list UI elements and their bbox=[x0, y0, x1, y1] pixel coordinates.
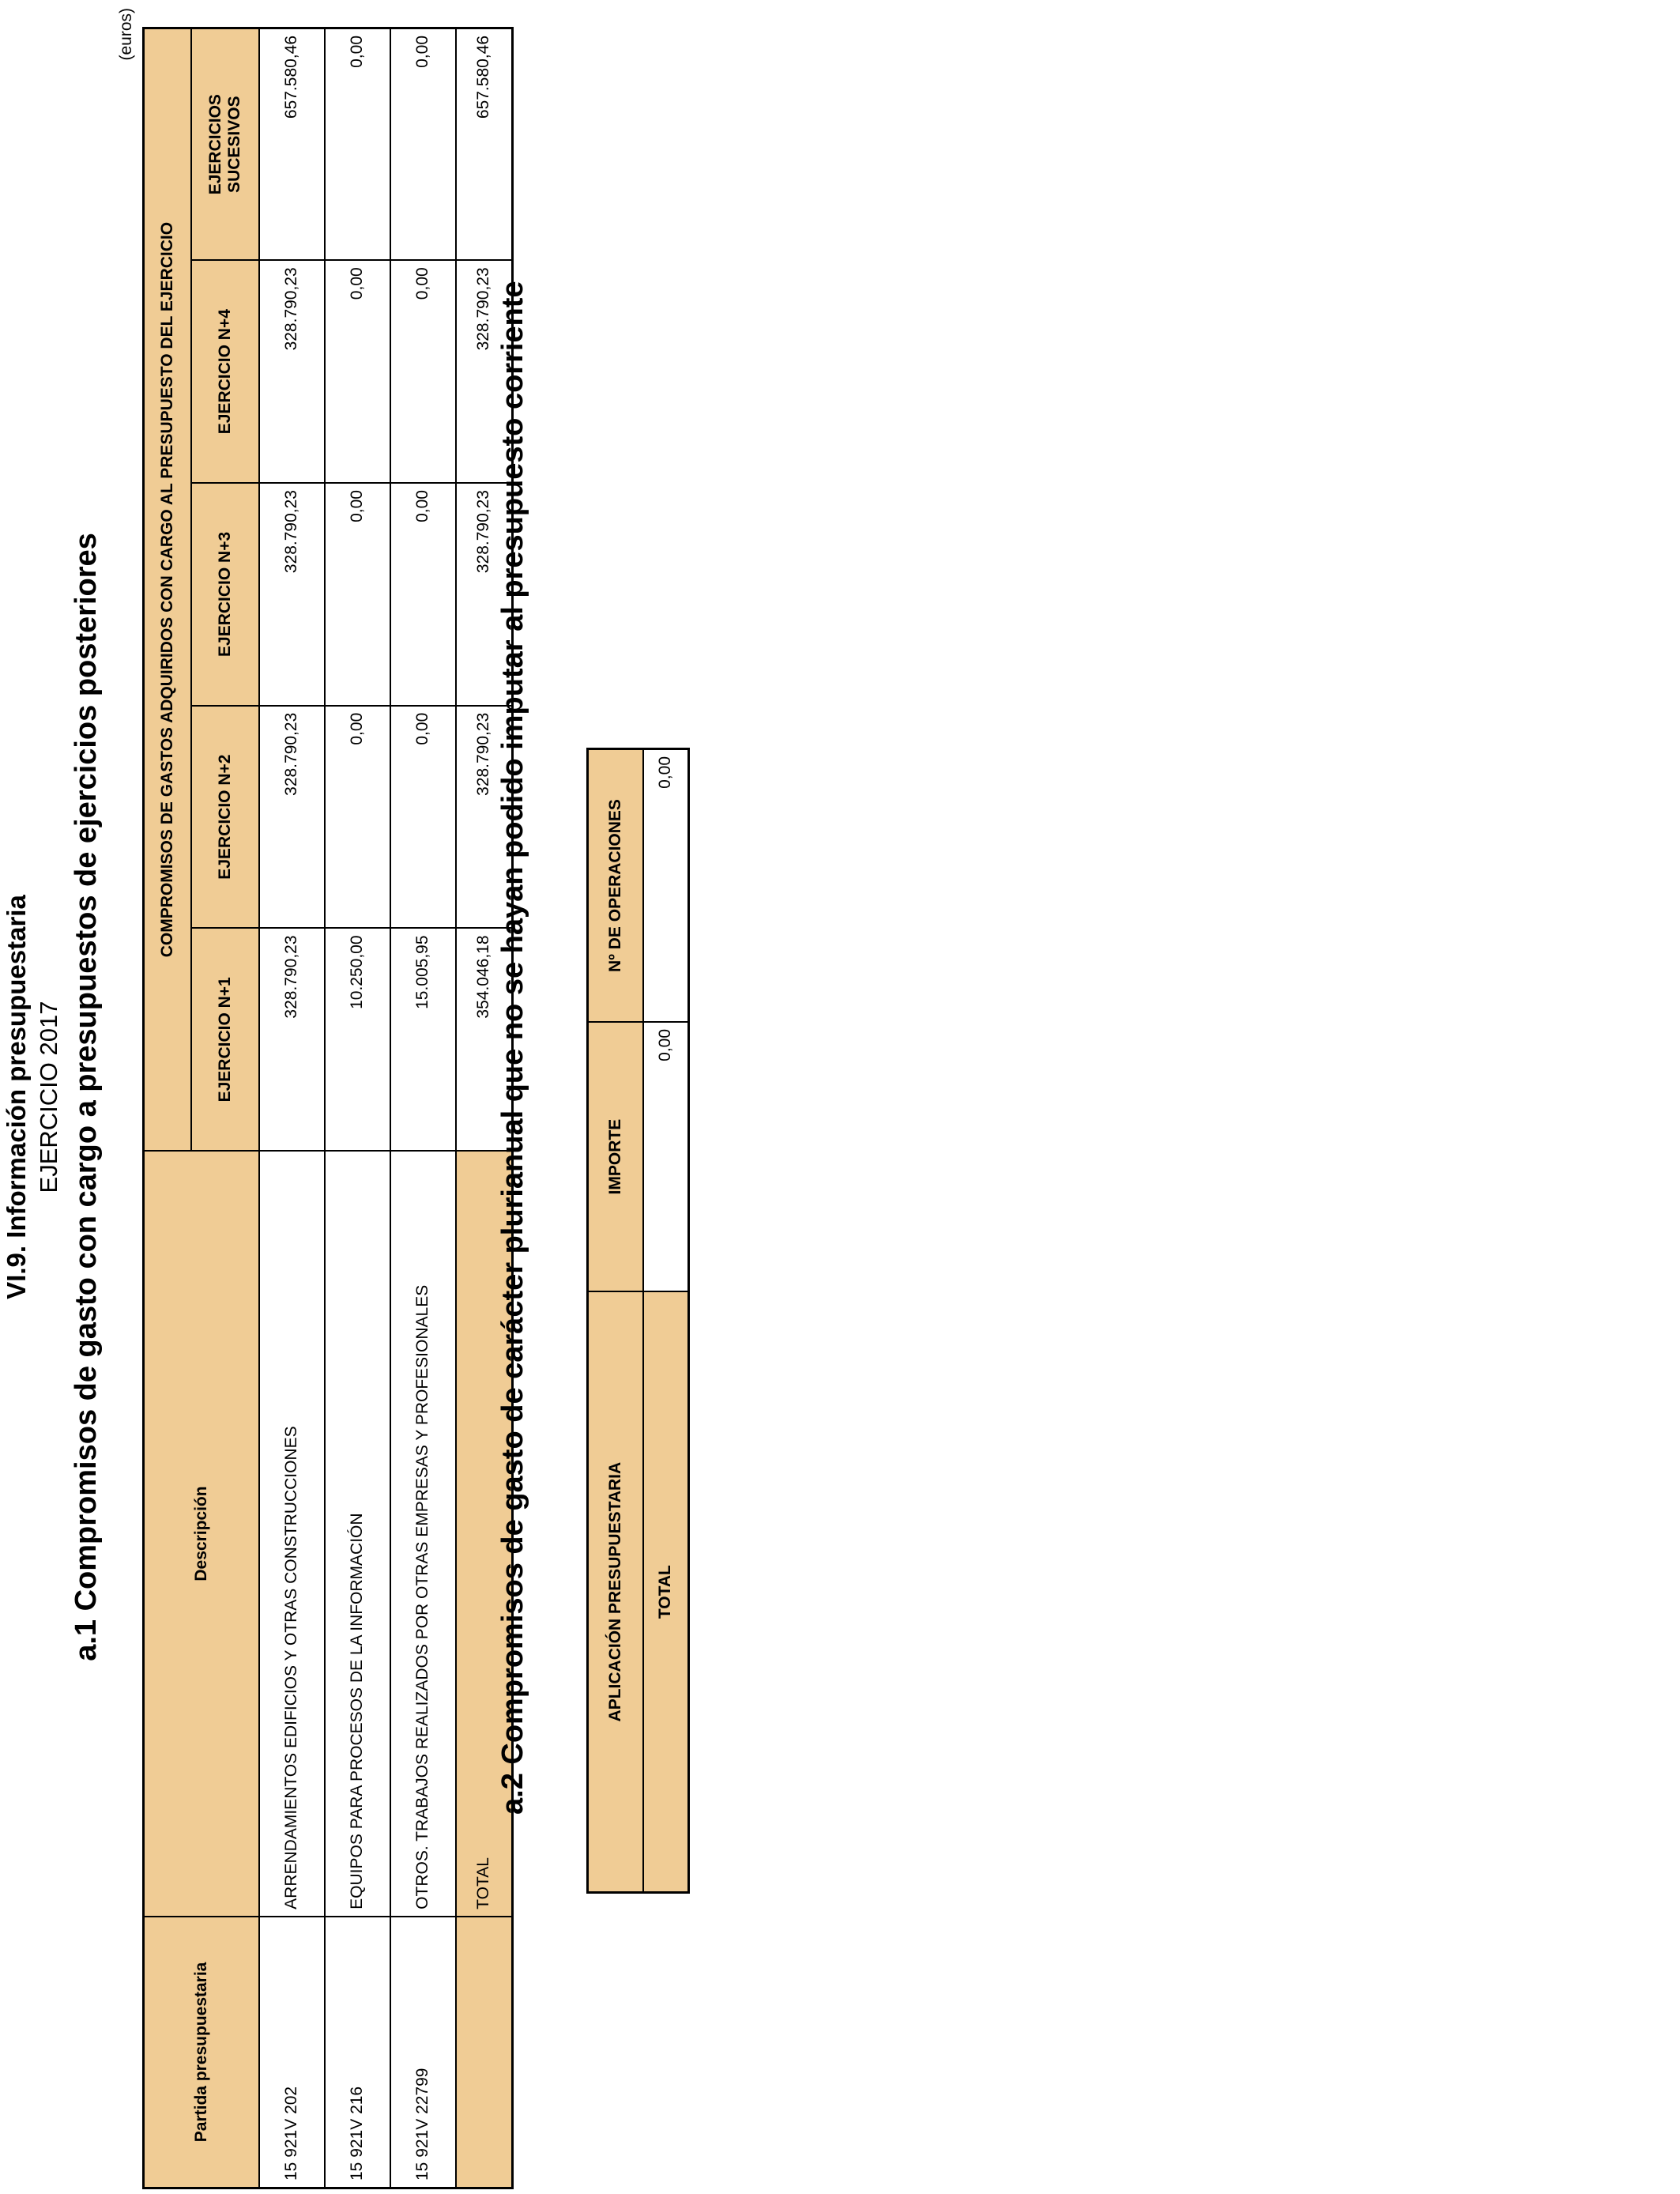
cell-n4: 0,00 bbox=[325, 260, 390, 483]
total-n2: 328.790,23 bbox=[456, 706, 513, 929]
cell-n2: 328.790,23 bbox=[259, 706, 325, 929]
section-a2-title: a.2 Compromisos de gasto de carácter plurianual que no se hayan podido imputar al presupuesto corriente bbox=[496, 281, 529, 1815]
col-header-n3: EJERCICIO N+3 bbox=[191, 483, 259, 706]
cell-n3: 0,00 bbox=[325, 483, 390, 706]
total-label: TOTAL bbox=[643, 1291, 689, 1892]
total-operaciones: 0,00 bbox=[643, 749, 689, 1022]
cell-partida: 15 921V 22799 bbox=[390, 1917, 456, 2188]
group-header: COMPROMISOS DE GASTOS ADQUIRIDOS CON CARGO AL PRESUPUESTO DEL EJERCICIO bbox=[144, 28, 191, 1152]
total-sucesivos: 657.580,46 bbox=[456, 28, 513, 261]
table-row bbox=[390, 28, 456, 2188]
total-n4: 328.790,23 bbox=[456, 260, 513, 483]
total-n3: 328.790,23 bbox=[456, 483, 513, 706]
page-subtitle: EJERCICIO 2017 bbox=[35, 1001, 62, 1193]
cell-n1: 328.790,23 bbox=[259, 928, 325, 1151]
col-header-operaciones: Nº DE OPERACIONES bbox=[588, 749, 643, 1022]
cell-partida: 15 921V 202 bbox=[259, 1917, 325, 2188]
cell-n2: 0,00 bbox=[325, 706, 390, 929]
cell-n3: 328.790,23 bbox=[259, 483, 325, 706]
col-header-n2: EJERCICIO N+2 bbox=[191, 706, 259, 929]
cell-sucesivos: 0,00 bbox=[325, 28, 390, 261]
table-row bbox=[259, 28, 325, 2188]
col-header-aplicacion: APLICACIÓN PRESUPUESTARIA bbox=[588, 1291, 643, 1892]
cell-sucesivos: 0,00 bbox=[390, 28, 456, 261]
cell-descripcion: OTROS. TRABAJOS REALIZADOS POR OTRAS EMPRESAS Y PROFESIONALES bbox=[390, 1151, 456, 1917]
table-row bbox=[325, 28, 390, 2188]
total-label: TOTAL bbox=[456, 1151, 513, 1917]
col-header-n4: EJERCICIO N+4 bbox=[191, 260, 259, 483]
col-header-partida: Partida presupuestaria bbox=[144, 1917, 259, 2188]
cell-n4: 328.790,23 bbox=[259, 260, 325, 483]
cell-n2: 0,00 bbox=[390, 706, 456, 929]
total-importe: 0,00 bbox=[643, 1022, 689, 1291]
cell-n1: 10.250,00 bbox=[325, 928, 390, 1151]
cell-sucesivos: 657.580,46 bbox=[259, 28, 325, 261]
col-header-n1: EJERCICIO N+1 bbox=[191, 928, 259, 1151]
total-row bbox=[643, 749, 689, 1893]
section-a1-title: a.1 Compromisos de gasto con cargo a presupuestos de ejercicios posteriores bbox=[70, 533, 103, 1661]
cell-descripcion: EQUIPOS PARA PROCESOS DE LA INFORMACIÓN bbox=[325, 1151, 390, 1917]
total-partida-cell bbox=[456, 1917, 513, 2188]
page-title: VI.9. Información presupuestaria bbox=[2, 895, 31, 1299]
commitments-table bbox=[142, 27, 514, 2189]
total-n1: 354.046,18 bbox=[456, 928, 513, 1151]
plurianual-table bbox=[586, 748, 690, 1894]
cell-n3: 0,00 bbox=[390, 483, 456, 706]
col-header-sucesivos: EJERCICIOS SUCESIVOS bbox=[191, 28, 259, 261]
cell-descripcion: ARRENDAMIENTOS EDIFICIOS Y OTRAS CONSTRUCCIONES bbox=[259, 1151, 325, 1917]
units-label: (euros) bbox=[117, 8, 135, 61]
cell-partida: 15 921V 216 bbox=[325, 1917, 390, 2188]
cell-n1: 15.005,95 bbox=[390, 928, 456, 1151]
col-header-descripcion: Descripción bbox=[144, 1151, 259, 1917]
cell-n4: 0,00 bbox=[390, 260, 456, 483]
col-header-importe: IMPORTE bbox=[588, 1022, 643, 1291]
